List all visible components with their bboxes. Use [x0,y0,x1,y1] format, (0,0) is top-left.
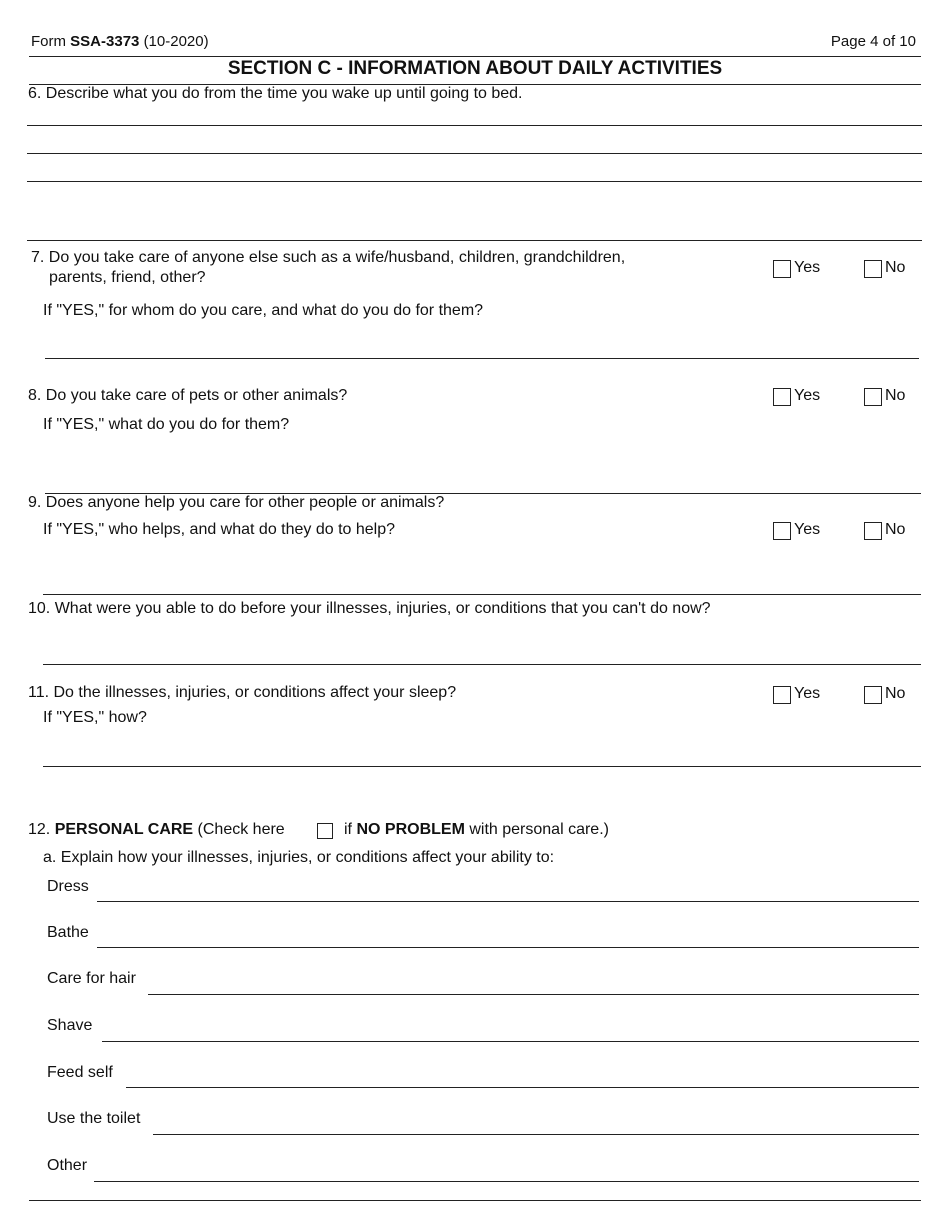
q12-heading [28,821,285,839]
header-divider [29,56,921,57]
q12-no-problem: NO PROBLEM [356,821,465,838]
q12-no-problem-text [344,821,609,839]
q7-text-line2: parents, friend, other? [49,269,206,286]
q8-no-label: No [885,387,906,404]
care-item-bathe: Bathe [47,924,89,941]
care-item-hair: Care for hair [47,970,136,987]
other-answer-line[interactable] [94,1181,919,1182]
q7-no-label: No [885,259,906,276]
q7-followup: If "YES," for whom do you care, and what do you do for them? [43,302,484,319]
q9-yes-checkbox[interactable] [773,522,791,540]
form-prefix: Form [31,33,66,50]
q8-yes-label: Yes [794,387,821,404]
toilet-answer-line[interactable] [153,1134,919,1135]
q12-tail: with personal care.) [469,821,609,838]
q7-text-line1: 7. Do you take care of anyone else such as a wife/husband, children, grandchildren, [31,249,626,266]
q6-answer-line-1[interactable] [27,125,922,126]
form-date: (10-2020) [143,33,209,50]
care-item-toilet: Use the toilet [47,1110,141,1127]
q10-text: 10. What were you able to do before your illnesses, injuries, or conditions that you can't do now? [28,600,711,617]
q9-no-label: No [885,521,906,538]
page-bottom-line [29,1200,921,1201]
q8-yes-checkbox[interactable] [773,388,791,406]
hair-answer-line[interactable] [148,994,919,995]
page-number: Page 4 of 10 [830,33,916,50]
q11-no-label: No [885,685,906,702]
q12-number: 12. [28,821,51,838]
q11-yes-checkbox[interactable] [773,686,791,704]
q11-answer-line[interactable] [43,766,921,767]
q11-text: 11. Do the illnesses, injuries, or conditions affect your sleep? [28,684,457,701]
q9-text: 9. Does anyone help you care for other people or animals? [28,494,445,511]
feed-self-answer-line[interactable] [126,1087,919,1088]
care-item-dress: Dress [47,878,89,895]
q12-if: if [344,821,352,838]
q7-yes-checkbox[interactable] [773,260,791,278]
q7-yes-label: Yes [794,259,821,276]
q8-text: 8. Do you take care of pets or other animals? [28,387,348,404]
shave-answer-line[interactable] [102,1041,919,1042]
q8-no-checkbox[interactable] [864,388,882,406]
care-item-feed-self: Feed self [47,1064,113,1081]
q6-divider [27,240,922,241]
form-id [31,33,209,50]
care-item-shave: Shave [47,1017,93,1034]
dress-answer-line[interactable] [97,901,919,902]
section-title: SECTION C - INFORMATION ABOUT DAILY ACTIVITIES [227,58,723,79]
q11-no-checkbox[interactable] [864,686,882,704]
q7-answer-line[interactable] [45,358,919,359]
q8-followup: If "YES," what do you do for them? [43,416,290,433]
q7-no-checkbox[interactable] [864,260,882,278]
q6-answer-line-2[interactable] [27,153,922,154]
q12-subquestion: a. Explain how your illnesses, injuries, or conditions affect your ability to: [43,849,555,866]
q10-answer-line[interactable] [43,664,921,665]
q9-yes-label: Yes [794,521,821,538]
q12-check-here: (Check here [197,821,285,838]
form-number: SSA-3373 [70,33,140,50]
q11-yes-label: Yes [794,685,821,702]
q9-answer-line[interactable] [43,594,921,595]
q9-no-checkbox[interactable] [864,522,882,540]
care-item-other: Other [47,1157,88,1174]
q12-title: PERSONAL CARE [54,821,194,838]
q6-text: 6. Describe what you do from the time you wake up until going to bed. [28,85,523,102]
q11-followup: If "YES," how? [43,709,147,726]
bathe-answer-line[interactable] [97,947,919,948]
q6-answer-line-3[interactable] [27,181,922,182]
q9-followup: If "YES," who helps, and what do they do to help? [43,521,396,538]
q12-no-problem-checkbox[interactable] [317,823,333,839]
